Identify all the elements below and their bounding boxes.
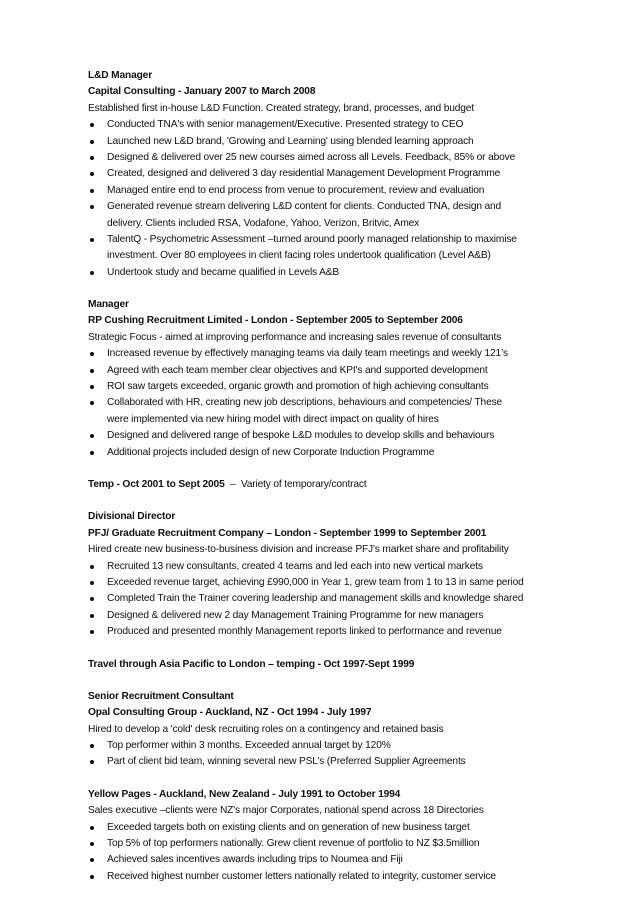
bullet-item bbox=[88, 166, 588, 182]
bullet-text: Received highest number customer letters nationally related to integrity, customer service bbox=[107, 870, 496, 882]
bullet-item bbox=[88, 608, 588, 624]
bullet-text: Exceeded revenue target, achieving £990,000 in Year 1, grew team from 1 to 13 in same period bbox=[107, 576, 524, 588]
job-summary: Sales executive –clients were NZ's major Corporates, national spend across 18 Directories bbox=[88, 805, 484, 817]
bullet-item bbox=[88, 852, 588, 868]
bullet-text: Undertook study and became qualified in Levels A&B bbox=[107, 266, 340, 278]
bullet-text: Recruited 13 new consultants, created 4 teams and led each into new vertical markets bbox=[107, 560, 483, 572]
bullet-item bbox=[88, 346, 588, 362]
bullet-text: Designed & delivered over 25 new courses aimed across all Levels. Feedback, 85% or above bbox=[107, 151, 516, 163]
bullet-text: Managed entire end to end process from venue to procurement, review and evaluation bbox=[107, 184, 485, 196]
bullet-text: Launched new L&D brand, 'Growing and Learning' using blended learning approach bbox=[107, 135, 474, 147]
bullet-text: Created, designed and delivered 3 day residential Management Development Programme bbox=[107, 168, 501, 180]
resume-page bbox=[88, 68, 588, 901]
job-manager bbox=[88, 297, 588, 461]
bullet-item bbox=[88, 575, 588, 591]
bullet-text: Collaborated with HR, creating new job descriptions, behaviours and competencies/ These bbox=[107, 397, 503, 409]
job-role: Senior Recruitment Consultant bbox=[88, 690, 234, 702]
bullet-text: Part of client bid team, winning several new PSL’s (Preferred Supplier Agreements bbox=[107, 756, 466, 768]
job-summary: Hired to develop a 'cold' desk recruiting roles on a contingency and retained basis bbox=[88, 723, 444, 735]
bullet-item bbox=[88, 445, 588, 461]
bullet-item bbox=[88, 134, 588, 150]
bullet-item bbox=[88, 559, 588, 575]
bullet-text: Designed & delivered new 2 day Management Training Programme for new managers bbox=[107, 609, 484, 621]
bullet-text: Produced and presented monthly Management reports linked to performance and revenue bbox=[107, 626, 502, 638]
bullet-item bbox=[88, 820, 588, 836]
bullet-text: investment. Over 80 employees in client facing roles undertook qualification (Level A&B) bbox=[107, 250, 491, 262]
bullet-item bbox=[88, 183, 588, 199]
bullet-list bbox=[88, 117, 588, 281]
bullet-item bbox=[88, 754, 588, 770]
job-role: Manager bbox=[88, 299, 129, 311]
bullet-item bbox=[88, 363, 588, 379]
bullet-text: delivery. Clients included RSA, Vodafone, Yahoo, Verizon, Britvic, Amex bbox=[107, 217, 420, 229]
job-ld-manager bbox=[88, 68, 588, 281]
temp-description: – Variety of temporary/contract bbox=[224, 478, 367, 490]
job-summary: Established first in-house L&D Function. Created strategy, brand, processes, and budget bbox=[88, 102, 474, 114]
bullet-item bbox=[88, 624, 588, 640]
job-company: Opal Consulting Group - Auckland, NZ - Oct 1994 - July 1997 bbox=[88, 707, 372, 719]
job-role: L&D Manager bbox=[88, 70, 153, 81]
bullet-text: Achieved sales incentives awards including trips to Noumea and Fiji bbox=[107, 854, 403, 866]
bullet-list bbox=[88, 820, 588, 886]
bullet-text: Top 5% of top performers nationally. Grew client revenue of portfolio to NZ $3.5million bbox=[107, 838, 480, 850]
bullet-text: Conducted TNA's with senior management/Executive. Presented strategy to CEO bbox=[107, 119, 464, 131]
bullet-item bbox=[88, 591, 588, 607]
bullet-text: ROI saw targets exceeded, organic growth and promotion of high achieving consultants bbox=[107, 381, 489, 393]
job-company: PFJ/ Graduate Recruitment Company – London - September 1999 to September 2001 bbox=[88, 527, 487, 539]
bullet-item bbox=[88, 265, 588, 281]
bullet-text: were implemented via new hiring model with direct impact on quality of hires bbox=[107, 413, 439, 425]
bullet-item bbox=[88, 836, 588, 852]
job-company: RP Cushing Recruitment Limited - London - September 2005 to September 2006 bbox=[88, 315, 463, 327]
bullet-item bbox=[88, 869, 588, 885]
job-company: Capital Consulting - January 2007 to March 2008 bbox=[88, 86, 316, 98]
bullet-text: Agreed with each team member clear objectives and KPI's and supported development bbox=[107, 364, 488, 376]
job-summary: Hired create new business-to-business division and increase PFJ's market share and profitability bbox=[88, 544, 509, 556]
bullet-text: Exceeded targets both on existing clients and on generation of new business target bbox=[107, 821, 470, 833]
bullet-item bbox=[88, 379, 588, 395]
bullet-text: Additional projects included design of new Corporate Induction Programme bbox=[107, 446, 435, 458]
job-role: Divisional Director bbox=[88, 511, 176, 523]
bullet-text: Designed and delivered range of bespoke L&D modules to develop skills and behaviours bbox=[107, 430, 495, 442]
travel-title: Travel through Asia Pacific to London – temping - Oct 1997-Sept 1999 bbox=[88, 658, 415, 670]
bullet-text: Top performer within 3 months. Exceeded annual target by 120% bbox=[107, 740, 391, 752]
travel-period bbox=[88, 657, 588, 673]
bullet-item bbox=[88, 199, 588, 232]
bullet-text: Generated revenue stream delivering L&D content for clients. Conducted TNA, design and bbox=[107, 201, 502, 213]
bullet-list bbox=[88, 559, 588, 641]
bullet-item bbox=[88, 232, 588, 265]
bullet-text: TalentQ - Psychometric Assessment –turned around poorly managed relationship to maximise bbox=[107, 233, 517, 245]
job-company: Yellow Pages - Auckland, New Zealand - July 1991 to October 1994 bbox=[88, 788, 401, 800]
bullet-item bbox=[88, 395, 588, 428]
job-temp bbox=[88, 477, 588, 493]
bullet-item bbox=[88, 428, 588, 444]
bullet-item bbox=[88, 117, 588, 133]
job-yellow-pages bbox=[88, 787, 588, 885]
job-divisional-director bbox=[88, 509, 588, 640]
bullet-list bbox=[88, 346, 588, 461]
temp-title: Temp - Oct 2001 to Sept 2005 bbox=[88, 478, 225, 490]
bullet-list bbox=[88, 738, 588, 771]
job-summary: Strategic Focus - aimed at improving performance and increasing sales revenue of consultants bbox=[88, 331, 502, 343]
bullet-item bbox=[88, 150, 588, 166]
bullet-text: Increased revenue by effectively managing teams via daily team meetings and weekly 121’s bbox=[107, 348, 508, 360]
bullet-item bbox=[88, 738, 588, 754]
job-senior-recruitment-consultant bbox=[88, 689, 588, 771]
bullet-text: Completed Train the Trainer covering leadership and management skills and knowledge shared bbox=[107, 593, 524, 605]
